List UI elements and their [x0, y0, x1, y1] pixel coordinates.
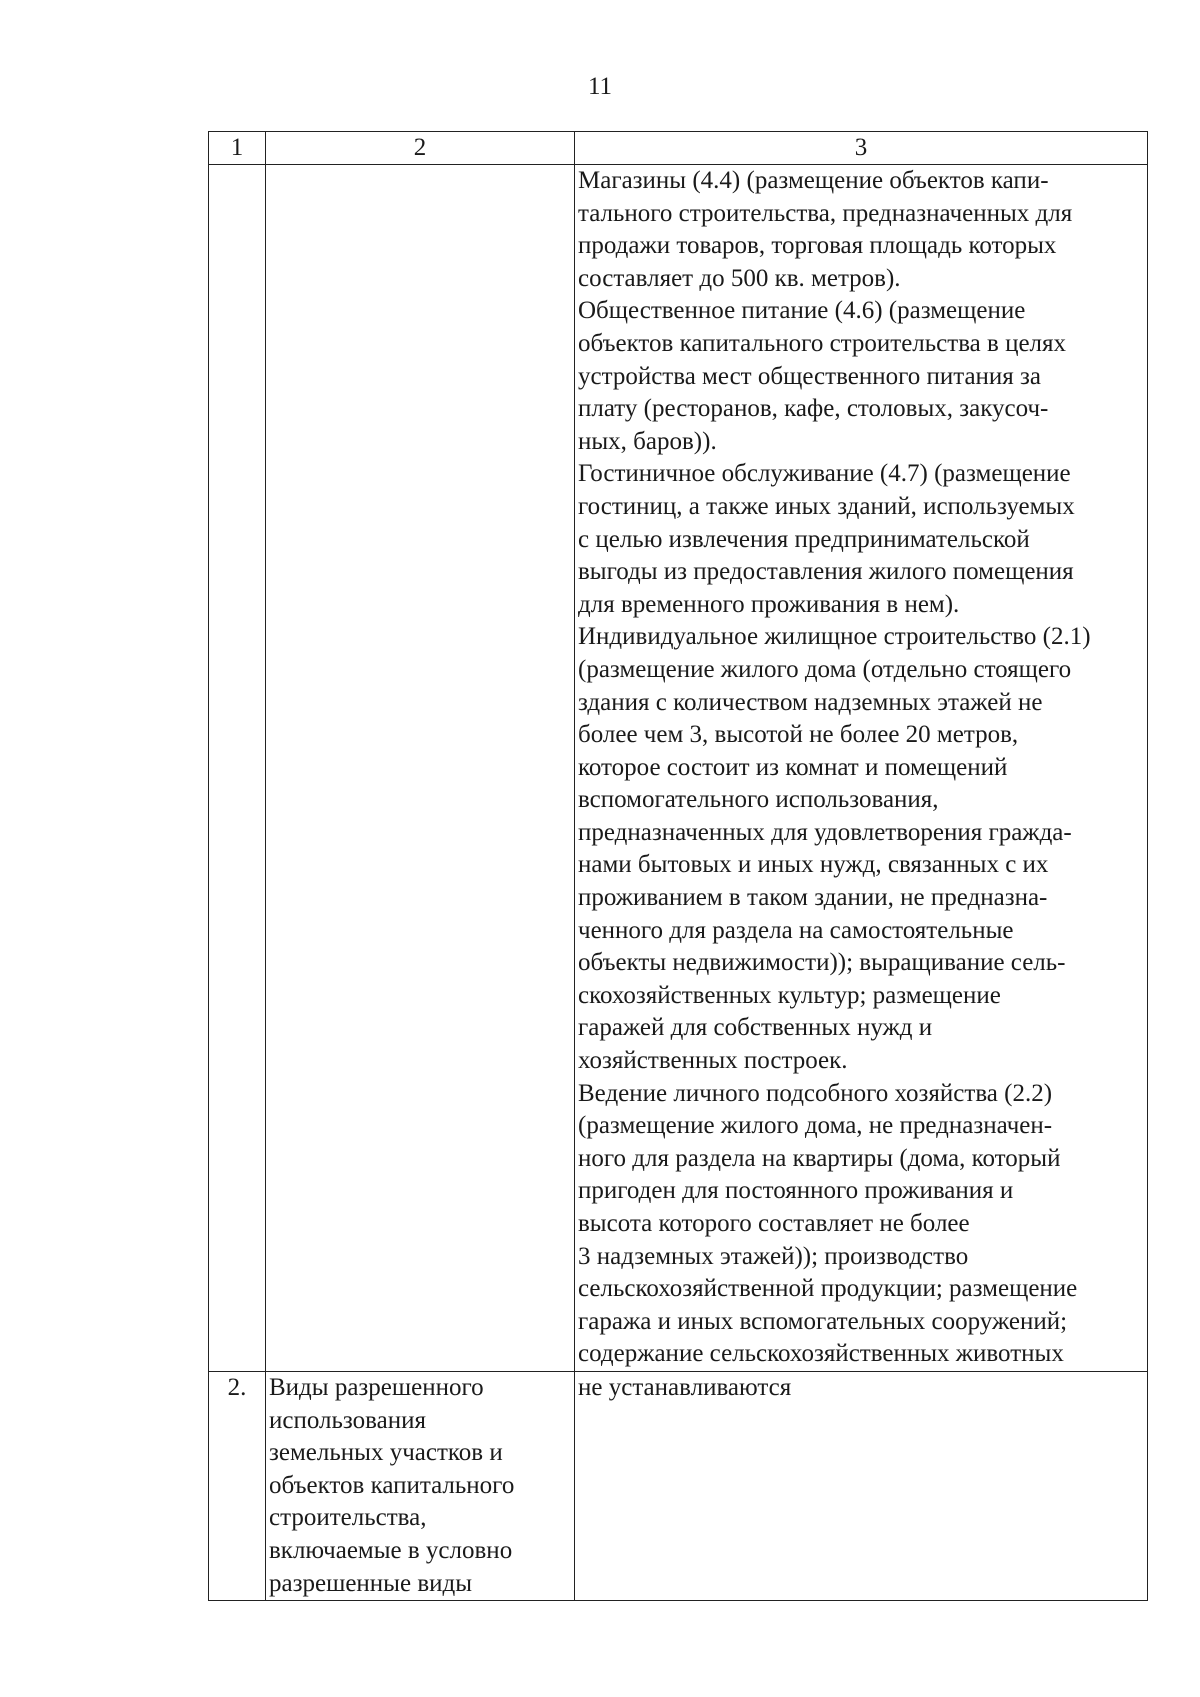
text-line: которое состоит из комнат и помещений — [578, 753, 1008, 781]
row-description-cell — [575, 165, 1148, 1372]
row-name-cell — [266, 165, 575, 1372]
text-line: здания с количеством надземных этажей не — [578, 688, 1043, 716]
text-line: Ведение личного подсобного хозяйства (2.2) — [578, 1079, 1053, 1107]
text-line: использования — [269, 1406, 426, 1434]
text-line: ного для раздела на квартиры (дома, который — [578, 1144, 1061, 1172]
text-line: Общественное питание (4.6) (размещение — [578, 297, 1026, 325]
text-line: вспомогательного использования, — [578, 786, 939, 814]
text-line: пригоден для постоянного проживания и — [578, 1177, 1014, 1205]
text-line: не устанавливаются — [578, 1373, 792, 1401]
text-line: Гостиничное обслуживание (4.7) (размещение — [578, 460, 1071, 488]
text-line: гаражей для собственных нужд и — [578, 1014, 933, 1042]
text-line: тального строительства, предназначенных для — [578, 199, 1073, 227]
text-line: строительства, — [269, 1504, 427, 1532]
text-line: 3 надземных этажей)); производство — [578, 1242, 969, 1270]
text-line: плату (ресторанов, кафе, столовых, закусоч- — [578, 395, 1049, 423]
text-line: скохозяйственных культур; размещение — [578, 981, 1001, 1009]
text-line: Виды разрешенного — [269, 1373, 484, 1401]
page-number: 11 — [587, 73, 613, 100]
text-line: Индивидуальное жилищное строительство (2.1) — [578, 623, 1091, 651]
column-header-3: 3 — [575, 132, 1148, 165]
text-line: высота которого составляет не более — [578, 1210, 970, 1237]
text-line: сельскохозяйственной продукции; размещение — [578, 1275, 1078, 1303]
text-line: продажи товаров, торговая площадь которых — [578, 232, 1057, 260]
text-line: для временного проживания в нем). — [578, 590, 960, 618]
table-row — [209, 165, 1148, 1372]
text-line: составляет до 500 кв. метров). — [578, 264, 901, 292]
row-number-cell — [209, 165, 266, 1372]
zoning-table — [208, 131, 1148, 1601]
row-name-cell — [266, 1371, 575, 1600]
text-line: объектов капитального — [269, 1471, 515, 1499]
text-line: нами бытовых и иных нужд, связанных с их — [578, 851, 1049, 879]
text-line: гаража и иных вспомогательных сооружений; — [578, 1307, 1068, 1335]
text-line: с целью извлечения предпринимательской — [578, 525, 1030, 553]
text-line: включаемые в условно — [269, 1536, 513, 1564]
text-line: объектов капитального строительства в целях — [578, 329, 1067, 357]
table-row — [209, 1371, 1148, 1600]
column-header-2: 2 — [266, 132, 575, 165]
text-line: предназначенных для удовлетворения гражда- — [578, 818, 1072, 846]
text-line: более чем 3, высотой не более 20 метров, — [578, 721, 1019, 749]
text-line: проживанием в таком здании, не предназна- — [578, 884, 1048, 912]
text-line: гостиниц, а также иных зданий, используемых — [578, 492, 1075, 520]
text-line: объекты недвижимости)); выращивание сель- — [578, 949, 1066, 977]
text-line: разрешенные виды — [269, 1569, 473, 1597]
text-line: ченного для раздела на самостоятельные — [578, 916, 1014, 944]
text-line: земельных участков и — [269, 1439, 503, 1467]
text-line: (размещение жилого дома (отдельно стоящего — [578, 655, 1072, 683]
text-line: хозяйственных построек. — [578, 1047, 848, 1075]
table-header-row — [209, 132, 1148, 165]
text-line: (размещение жилого дома, не предназначен- — [578, 1112, 1053, 1140]
text-line: ных, баров)). — [578, 427, 717, 455]
column-header-1: 1 — [209, 132, 266, 165]
text-line: устройства мест общественного питания за — [578, 362, 1042, 390]
row-description-cell — [575, 1371, 1148, 1600]
text-line: Магазины (4.4) (размещение объектов капи- — [578, 167, 1049, 194]
text-line: выгоды из предоставления жилого помещения — [578, 558, 1074, 586]
text-line: содержание сельскохозяйственных животных — [578, 1340, 1064, 1368]
row-number-cell: 2. — [209, 1371, 266, 1600]
